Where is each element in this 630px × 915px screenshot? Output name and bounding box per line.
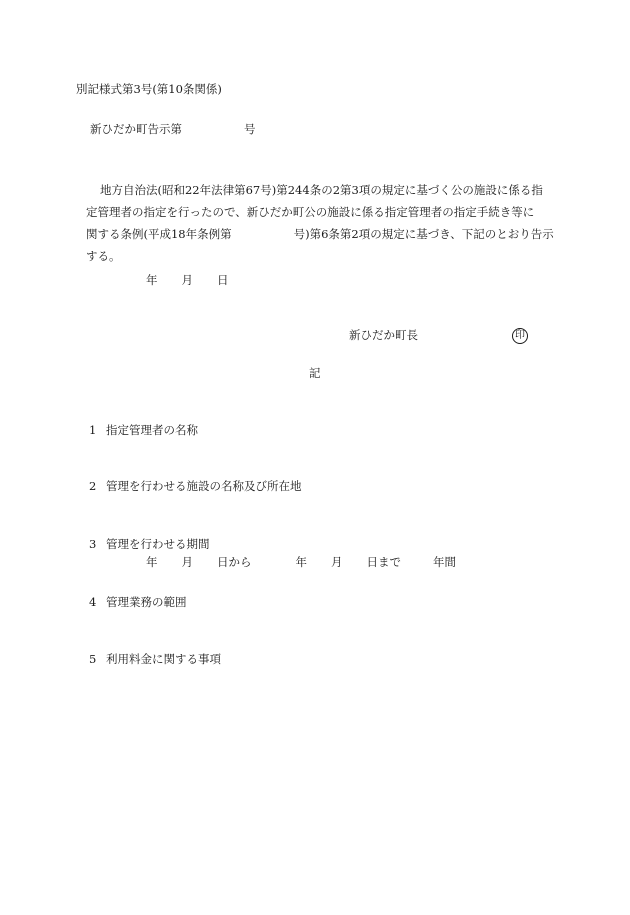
date-month: 月 (181, 273, 193, 287)
period-year-1: 年 (146, 555, 158, 569)
item-number: 4 (89, 595, 97, 609)
notice-number-prefix: 新ひだか町告示第 (90, 122, 182, 136)
list-item (89, 425, 198, 437)
item-number: 1 (89, 423, 97, 437)
item-label: 利用料金に関する事項 (106, 652, 221, 666)
notice-number-line (90, 124, 256, 136)
item-label: 指定管理者の名称 (106, 423, 198, 437)
body-line-2: 定管理者の指定を行ったので、新ひだか町公の施設に係る指定管理者の指定手続き等に (86, 205, 535, 219)
item-number: 2 (89, 479, 97, 493)
seal-mark: 印 (512, 328, 528, 344)
period-line (146, 557, 456, 569)
mayor-title: 新ひだか町長 (349, 328, 418, 342)
list-item (89, 654, 221, 666)
list-item (89, 481, 302, 493)
period-month-1: 月 (181, 555, 193, 569)
body-line-1: 地方自治法(昭和22年法律第67号)第244条の2第3項の規定に基づく公の施設に係る指 (100, 183, 543, 197)
date-year: 年 (146, 273, 158, 287)
list-item (89, 539, 210, 551)
period-until: 日まで (366, 555, 401, 569)
item-number: 5 (89, 652, 97, 666)
body-line-3-after: 号)第6条第2項の規定に基づき、下記のとおり告示 (293, 227, 554, 241)
ki-heading: 記 (309, 366, 321, 380)
body-line-3-before: 関する条例(平成18年条例第 (86, 227, 232, 241)
notice-number-suffix: 号 (244, 122, 256, 136)
list-item (89, 597, 187, 609)
item-label: 管理業務の範囲 (106, 595, 187, 609)
period-year-2: 年 (295, 555, 307, 569)
item-label: 管理を行わせる期間 (106, 537, 210, 551)
period-duration: 年間 (433, 555, 456, 569)
date-day: 日 (217, 273, 229, 287)
form-header: 別記様式第3号(第10条関係) (76, 82, 222, 96)
notice-body (76, 179, 556, 267)
period-from: 日から (217, 555, 252, 569)
body-line-3 (76, 223, 556, 245)
item-number: 3 (89, 537, 97, 551)
item-label: 管理を行わせる施設の名称及び所在地 (106, 479, 302, 493)
body-line-4: する。 (86, 249, 121, 263)
date-line (146, 275, 229, 287)
period-month-2: 月 (331, 555, 343, 569)
